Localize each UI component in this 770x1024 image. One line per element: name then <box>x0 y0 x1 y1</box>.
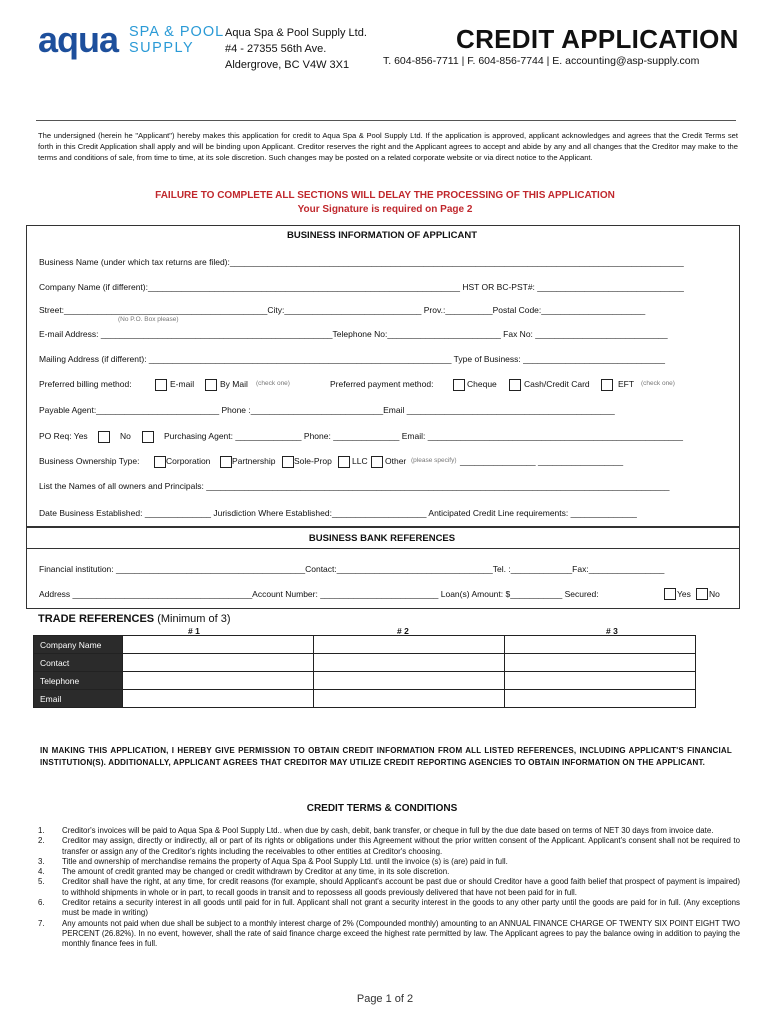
po-req-yes-label: PO Req: Yes <box>39 431 88 441</box>
trade-cell[interactable] <box>123 654 314 672</box>
trade-col-1: # 1 <box>188 626 200 636</box>
own-other-checkbox[interactable] <box>371 456 383 468</box>
trade-cell[interactable] <box>314 654 505 672</box>
term-text: Creditor retains a security interest in all goods until paid for in full. Applicant shall not grant a security interest in the goods to any other party until the goods are paid for in full. (Any exceptions must be made in writing) <box>62 898 740 918</box>
terms-heading: CREDIT TERMS & CONDITIONS <box>306 803 458 814</box>
list-item <box>38 867 740 877</box>
billing-email-checkbox[interactable] <box>155 379 167 391</box>
mailing-address-field[interactable]: Mailing Address (if different): ________________________________________________________________ Type of Business: ______________________________ <box>39 354 665 364</box>
term-text: Creditor may assign, directly or indirectly, all or part of its rights or obligations under this Agreement without the prior written consent of the Applicant. Applicant's consent shall not be required to transfer or assign any of the Creditor's rights including the receivables to other entities at Creditor's choosing. <box>62 836 740 856</box>
term-number: 4. <box>38 867 45 877</box>
term-number: 5. <box>38 877 45 887</box>
list-item <box>38 826 740 836</box>
list-item <box>38 877 740 898</box>
warning-line-2: Your Signature is required on Page 2 <box>297 204 473 215</box>
purchasing-agent-field[interactable]: Purchasing Agent: ______________ Phone: ______________ Email: ______________________________________________________ <box>164 431 683 441</box>
owners-field[interactable]: List the Names of all owners and Principals: __________________________________________________________________________________________________ <box>39 481 670 491</box>
own-other-label: Other <box>385 456 407 466</box>
company-address-1: #4 - 27355 56th Ave. <box>225 43 327 55</box>
logo-line-1: SPA & POOL <box>129 24 225 40</box>
contact-line: T. 604-856-7711 | F. 604-856-7744 | E. accounting@asp-supply.com <box>383 55 700 67</box>
secured-no-label: No <box>709 589 720 599</box>
pay-eft-label: EFT <box>618 379 635 389</box>
bank-heading-divider <box>26 548 740 549</box>
term-number: 3. <box>38 856 45 866</box>
own-partner-label: Partnership <box>232 456 276 466</box>
logo-wordmark: aqua <box>38 19 119 60</box>
trade-cell[interactable] <box>123 672 314 690</box>
billing-check-one: (check one) <box>256 380 290 387</box>
own-corp-label: Corporation <box>166 456 211 466</box>
table-row <box>34 690 696 708</box>
bank-references-heading: BUSINESS BANK REFERENCES <box>308 533 456 544</box>
business-info-heading: BUSINESS INFORMATION OF APPLICANT <box>287 230 477 241</box>
billing-mail-checkbox[interactable] <box>205 379 217 391</box>
terms-list <box>38 826 740 950</box>
own-other-specify-field[interactable]: ________________ __________________ <box>460 456 624 466</box>
own-llc-label: LLC <box>352 456 368 466</box>
secured-no-checkbox[interactable] <box>696 588 708 600</box>
trade-row-label: Telephone <box>34 672 123 690</box>
bank-address-field[interactable]: Address ______________________________________Account Number: _________________________ Loan(s) Amount: $___________ Secured: <box>39 589 599 599</box>
secured-yes-checkbox[interactable] <box>664 588 676 600</box>
trade-references-table <box>33 635 696 708</box>
trade-cell[interactable] <box>123 690 314 708</box>
billing-email-label: E-mail <box>170 379 195 389</box>
list-item <box>38 836 740 857</box>
pay-cheque-label: Cheque <box>467 379 497 389</box>
term-text: Any amounts not paid when due shall be subject to a monthly interest charge of 2% (Compounded monthly) amounting to an ANNUAL FINANCE CHARGE OF TWENTY SIX POINT EIGHT TWO PERCENT (26.82%). In no event, however, shall the rate of said finance charge exceed the highest rate permitted by law. The Applicant agrees to pay the balance owing in addition to paying the monthly finance fees in full. <box>62 918 740 949</box>
established-field[interactable]: Date Business Established: ______________ Jurisdiction Where Established:____________________ Anticipated Credit Line requirements: ______________ <box>39 508 637 518</box>
trade-cell[interactable] <box>123 636 314 654</box>
warning-line-1: FAILURE TO COMPLETE ALL SECTIONS WILL DELAY THE PROCESSING OF THIS APPLICATION <box>155 190 615 201</box>
list-item <box>38 898 740 919</box>
pay-card-label: Cash/Credit Card <box>524 379 590 389</box>
pay-cheque-checkbox[interactable] <box>453 379 465 391</box>
own-partner-checkbox[interactable] <box>220 456 232 468</box>
street-field[interactable]: Street:___________________________________________City:_____________________________ Prov.:__________Postal Code:______________________ <box>39 305 646 315</box>
trade-col-2: # 2 <box>397 626 409 636</box>
page-title: CREDIT APPLICATION <box>456 24 739 54</box>
trade-col-3: # 3 <box>606 626 618 636</box>
own-please-specify: (please specify) <box>411 457 457 464</box>
po-req-yes-checkbox[interactable] <box>98 431 110 443</box>
table-row <box>34 636 696 654</box>
billing-mail-label: By Mail <box>220 379 248 389</box>
company-name: Aqua Spa & Pool Supply Ltd. <box>225 27 367 39</box>
table-row <box>34 654 696 672</box>
own-sole-label: Sole-Prop <box>294 456 332 466</box>
po-req-no-checkbox[interactable] <box>142 431 154 443</box>
pay-eft-checkbox[interactable] <box>601 379 613 391</box>
trade-cell[interactable] <box>314 636 505 654</box>
payment-check-one: (check one) <box>641 380 675 387</box>
table-row <box>34 672 696 690</box>
own-corp-checkbox[interactable] <box>154 456 166 468</box>
business-name-field[interactable]: Business Name (under which tax returns are filed):________________________________________________________________________________________________ <box>39 257 684 267</box>
trade-cell[interactable] <box>314 672 505 690</box>
header-divider <box>36 120 736 121</box>
trade-row-label: Contact <box>34 654 123 672</box>
po-req-no-label: No <box>120 431 131 441</box>
intro-paragraph: The undersigned (herein he "Applicant") hereby makes this application for credit to Aqua Spa & Pool Supply Ltd. If the application is approved, applicant acknowledges and agrees that the Credit Terms set forth in this Credit Application shall apply and will be binding upon Applicant. Creditor reserves the right and the Applicant agrees to accept and abide by any and all changes that the Creditor may make to the terms and conditions of sale, from time to time, at its sole discretion. Such changes may be posted on a related corporate website or via direct notice to the Applicant. <box>38 131 738 163</box>
trade-cell[interactable] <box>314 690 505 708</box>
own-llc-checkbox[interactable] <box>338 456 350 468</box>
trade-cell[interactable] <box>505 654 696 672</box>
trade-cell[interactable] <box>505 672 696 690</box>
company-name-field[interactable]: Company Name (if different):__________________________________________________________________ HST OR BC-PST#: _______________________________ <box>39 282 684 292</box>
term-number: 7. <box>38 918 45 928</box>
trade-cell[interactable] <box>505 690 696 708</box>
trade-row-label: Company Name <box>34 636 123 654</box>
payment-method-label: Preferred payment method: <box>330 379 434 389</box>
billing-method-label: Preferred billing method: <box>39 379 132 389</box>
term-text: Title and ownership of merchandise remains the property of Aqua Spa & Pool Supply Ltd. until the invoice (s) is (are) paid in full. <box>62 856 508 866</box>
list-item <box>38 919 740 950</box>
trade-cell[interactable] <box>505 636 696 654</box>
term-text: The amount of credit granted may be changed or credit withdrawn by Creditor at any time, in its sole discretion. <box>62 867 450 877</box>
list-item <box>38 857 740 867</box>
term-number: 2. <box>38 836 45 846</box>
page-number: Page 1 of 2 <box>356 993 414 1005</box>
logo-line-2: SUPPLY <box>129 40 195 56</box>
email-phone-fax-field[interactable]: E-mail Address: _________________________________________________Telephone No:________________________ Fax No: ____________________________ <box>39 329 668 339</box>
permission-statement: IN MAKING THIS APPLICATION, I HEREBY GIVE PERMISSION TO OBTAIN CREDIT INFORMATION FROM ALL LISTED REFERENCES, INCLUDING APPLICANT'S FINANCIAL INSTITUTION(S). ADDITIONALLY, APPLICANT AGREES THAT CREDITOR MAY UTILIZE CREDIT REPORTING AGENCIES TO OBTAIN INFORMATION ON THE APPLICANT. <box>40 746 732 767</box>
trade-references-heading <box>38 614 231 625</box>
company-address-2: Aldergrove, BC V4W 3X1 <box>225 59 350 71</box>
trade-row-label: Email <box>34 690 123 708</box>
financial-institution-field[interactable]: Financial institution: ________________________________________Contact:_________________________________Tel. :_____________Fax:________________ <box>39 564 665 574</box>
term-text: Creditor shall have the right, at any time, for credit reasons (for example, should Applicant's account be past due or should Creditor have a good faith belief that prospect of payment is impaired) to withhold shipments in whole or in part, to recall goods in transit and to repossess all goods previously delivered that have not been paid for in full. <box>62 877 740 897</box>
own-sole-checkbox[interactable] <box>282 456 294 468</box>
secured-yes-label: Yes <box>677 589 691 599</box>
term-number: 1. <box>38 826 45 835</box>
term-text: Creditor's invoices will be paid to Aqua Spa & Pool Supply Ltd.. when due by cash, debit, bank transfer, or cheque in full by the due date based on terms of NET 30 days from invoice date. <box>62 826 714 835</box>
payable-agent-field[interactable]: Payable Agent:__________________________ Phone :____________________________Email ____________________________________________ <box>39 405 615 415</box>
pay-card-checkbox[interactable] <box>509 379 521 391</box>
trade-heading-text: TRADE REFERENCES <box>38 613 155 625</box>
ownership-type-label: Business Ownership Type: <box>39 456 140 466</box>
trade-heading-note: (Minimum of 3) <box>157 613 231 625</box>
term-number: 6. <box>38 898 45 908</box>
no-po-note: (No P.O. Box please) <box>118 316 179 323</box>
